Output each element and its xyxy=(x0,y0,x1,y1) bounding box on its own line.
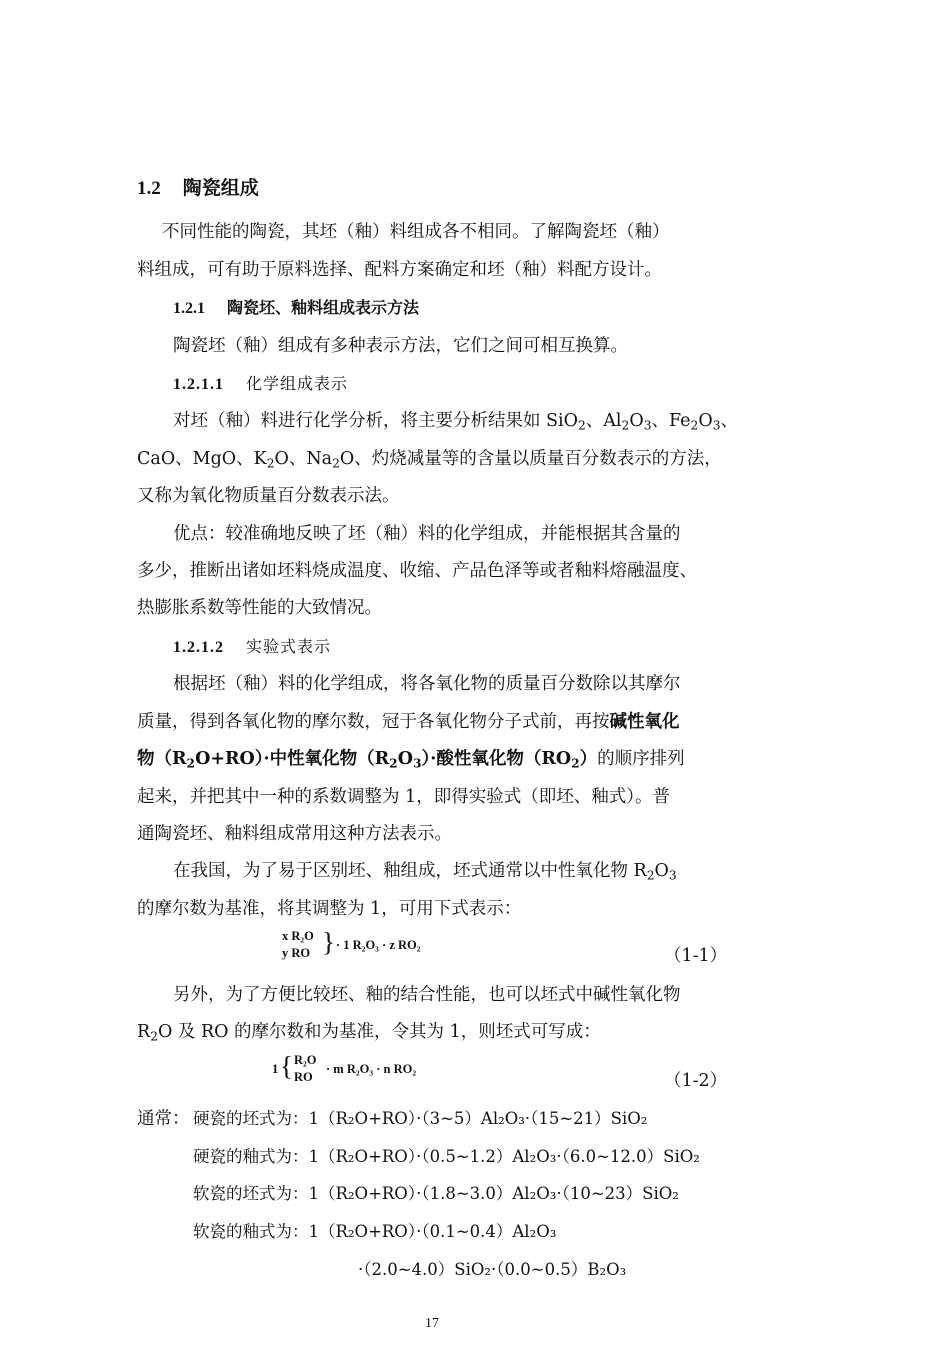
advantage-line-3: 热膨胀系数等性能的大致情况。 xyxy=(137,598,382,618)
chem-line-3: 又称为氧化物质量百分数表示法。 xyxy=(137,486,400,506)
subsection-title: 化学组成表示 xyxy=(246,374,349,393)
soft-porcelain-glaze: 软瓷的釉式为：1（R₂O+RO）·（0.1~0.4）Al₂O₃ xyxy=(193,1222,557,1241)
subsection-heading-1-2-1-2 xyxy=(173,635,331,660)
empirical-line-4: 起来，并把其中一种的系数调整为 1，即得实验式（即坯、釉式）。普 xyxy=(137,787,670,807)
typical-label: 通常： xyxy=(137,1109,190,1129)
section-heading xyxy=(137,176,259,201)
formula-2-top: R₂O xyxy=(294,1053,317,1067)
empirical-line-5: 通陶瓷坯、釉料组成常用这种方法表示。 xyxy=(137,824,452,844)
formula-1-rest: · 1 R₂O₃ · z RO₂ xyxy=(336,938,421,952)
hard-porcelain-glaze: 硬瓷的釉式为：1（R₂O+RO）·（0.5~1.2）Al₂O₃·（6.0~12.0）SiO₂ xyxy=(193,1147,700,1166)
subsection-number: 1.2.1.1 xyxy=(173,376,224,393)
intro-line-1: 不同性能的陶瓷，其坯（釉）料组成各不相同。了解陶瓷坯（釉） xyxy=(162,222,670,242)
page-number: 17 xyxy=(425,1316,439,1331)
soft-porcelain-glaze-cont: ·（2.0~4.0）SiO₂·（0.0~0.5）B₂O₃ xyxy=(358,1260,627,1279)
empirical-line-3: 物$(R_2O+RO)\cdot$中性氧化物$(R_2O_3)\cdot$酸性氧化物$(RO_2)$的顺序排列 xyxy=(137,749,685,771)
formula-1-bottom: y RO xyxy=(282,946,311,960)
empirical-line-1: 根据坯（釉）料的化学组成，将各氧化物的质量百分数除以其摩尔 xyxy=(173,674,681,694)
subsection-number: 1.2.1 xyxy=(173,300,205,317)
subsection-title: 实验式表示 xyxy=(246,637,332,656)
chem-line-1: 对坯（釉）料进行化学分析，将主要分析结果如 SiO$_2$、$Al_2O_3$、$Fe_2O_3$、 xyxy=(173,411,738,433)
subsection-title: 陶瓷坯、釉料组成表示方法 xyxy=(227,298,420,317)
formula-2-brace: { xyxy=(280,1051,293,1081)
other-line-1: 另外，为了方便比较坯、釉的结合性能，也可以坯式中碱性氧化物 xyxy=(173,985,681,1005)
equation-label-1: （1-1） xyxy=(664,946,728,966)
equation-label-2: （1-2） xyxy=(664,1071,728,1091)
formula-1-top: x R₂O xyxy=(282,929,314,943)
section-title: 陶瓷组成 xyxy=(182,177,259,199)
other-line-2: $R_2O$ 及 RO 的摩尔数和为基准，令其为 1，则坯式可写成： xyxy=(137,1022,601,1044)
subsection-number: 1.2.1.2 xyxy=(173,639,224,656)
section-number: 1.2 xyxy=(137,178,161,199)
empirical-line-2: 质量，得到各氧化物的摩尔数，冠于各氧化物分子式前，再按碱性氧化 xyxy=(137,712,680,732)
advantage-line-2: 多少，推断出诸如坯料烧成温度、收缩、产品色泽等或者釉料熔融温度、 xyxy=(137,561,697,581)
formula-2-coef: 1 xyxy=(272,1062,279,1076)
subsection-heading-1-2-1 xyxy=(173,296,419,321)
intro-line-2: 料组成，可有助于原料选择、配料方案确定和坯（釉）料配方设计。 xyxy=(137,260,662,280)
advantage-label: 优点： xyxy=(173,524,226,544)
chem-line-2: CaO、MgO、$K_2O$、$Na_2O$、灼烧减量等的含量以质量百分数表示的方法， xyxy=(137,449,722,471)
advantage-line-1: 优点：较准确地反映了坯（釉）料的化学组成，并能根据其含量的 xyxy=(173,524,681,544)
china-line-2: 的摩尔数为基准，将其调整为 1，可用下式表示： xyxy=(137,899,522,919)
subsection-text: 陶瓷坯（釉）组成有多种表示方法，它们之间可相互换算。 xyxy=(173,336,628,356)
formula-2-rest: · m R₂O₃ · n RO₂ xyxy=(326,1062,417,1076)
china-line-1: 在我国，为了易于区别坯、釉组成，坯式通常以中性氧化物 $R_2O_3$ xyxy=(173,861,677,883)
formula-2-bottom: RO xyxy=(294,1070,313,1084)
formula-1-brace: } xyxy=(322,927,335,957)
soft-porcelain-body: 软瓷的坯式为：1（R₂O+RO）·（1.8~3.0）Al₂O₃·（10~23）SiO₂ xyxy=(193,1184,679,1203)
hard-porcelain-body: 硬瓷的坯式为：1（R₂O+RO）·（3~5）Al₂O₃·（15~21）SiO₂ xyxy=(193,1109,648,1128)
subsection-heading-1-2-1-1 xyxy=(173,372,348,397)
